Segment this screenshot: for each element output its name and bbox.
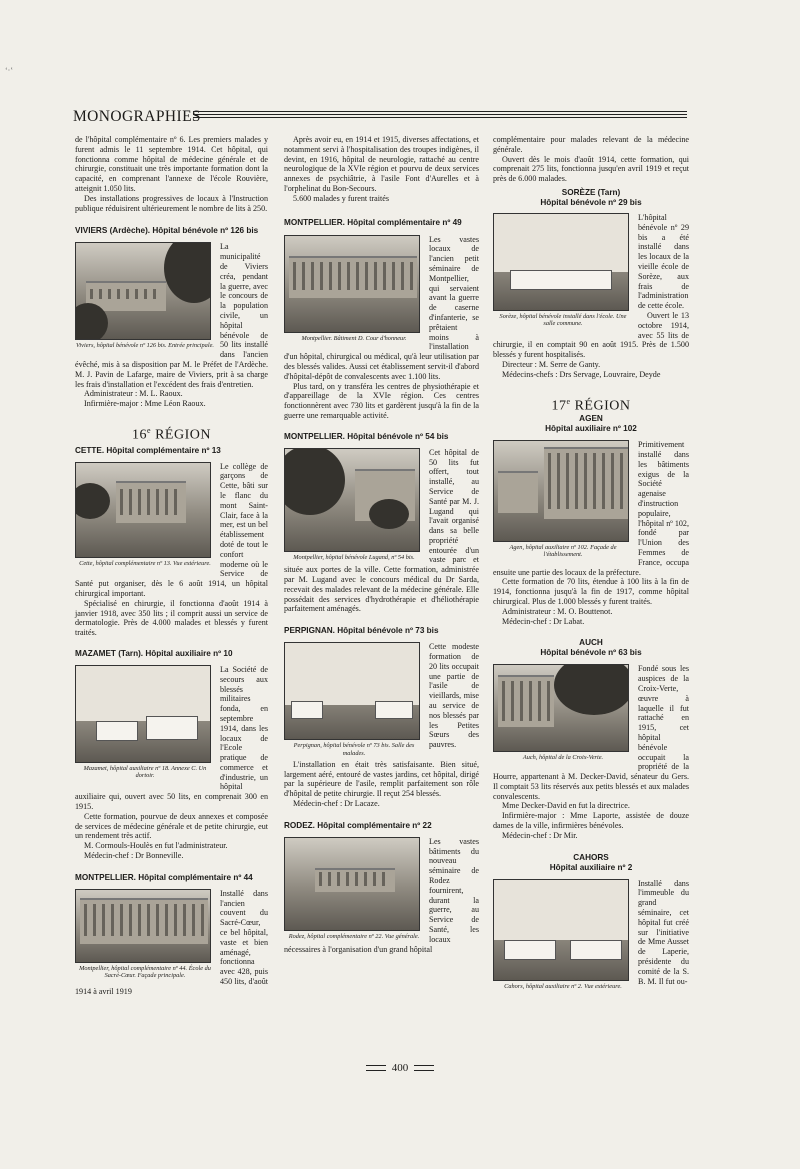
soreze-chief-doctors: Médecins-chefs : Drs Servage, Louvraire, Deyde: [502, 369, 661, 379]
auch-chief-doctor: Médecin-chef : Dr Mir.: [502, 830, 578, 840]
footer-ornament-right: [414, 1065, 434, 1071]
photo-montpellier-54: [284, 448, 420, 552]
text-cahors: Installé dans l'immeuble du grand séminaire, cet hôpital fut créé sur l'initiative de Mme Ausset de Laperie, présidente du comité de la S. B. M. Il fut ou-: [638, 878, 689, 986]
col2-intro-2: 5.600 malades y furent traités: [293, 193, 389, 203]
region-16-heading: 16e RÉGION: [132, 425, 211, 443]
section-montpellier-54: [284, 448, 479, 615]
caption-cahors: Cahors, hôpital auxiliaire nº 2. Vue extérieure.: [504, 982, 622, 990]
figure-mazamet: [75, 665, 215, 780]
corner-mark: ʻ·ʽ: [5, 66, 13, 75]
section-title-auch: AUCH: [579, 638, 603, 648]
figure-soreze: [493, 213, 633, 328]
text-perpignan-2: L'installation en était très satisfaisante. Bien situé, largement aéré, entouré de vastes jardins, cet hôpital, dirigé par la supérieure de l'asile, remplit parfaitement son rôle d'hôpital de petite chirurgie. Il reçut 254 blessés.: [284, 759, 479, 799]
section-subtitle-auch: Hôpital bénévole nº 63 bis: [540, 648, 642, 658]
figure-montpellier-54: [284, 448, 424, 561]
section-title-agen: AGEN: [579, 414, 603, 424]
photo-perpignan: [284, 642, 420, 740]
footer-ornament-left: [366, 1065, 386, 1071]
region-17-heading: 17e RÉGION: [551, 396, 631, 414]
section-subtitle-cahors: Hôpital auxiliaire nº 2: [549, 862, 633, 872]
section-perpignan: [284, 642, 479, 809]
caption-auch: Auch, hôpital de la Croix-Verte.: [522, 754, 604, 762]
caption-montpellier-44: Montpellier, hôpital complémentaire nº 44. École du Sacré-Cœur. Façade principale.: [79, 964, 211, 980]
text-rodez: Les vastes bâtiments du nouveau séminaire de Rodez fournirent, durant la guerre, au Service de Santé, les locaux nécessaires à l'organisation d'un grand hôpital: [284, 836, 479, 954]
caption-soreze: Sorèze, hôpital bénévole installé dans l'école. Une salle commune.: [499, 312, 627, 328]
section-agen: [493, 440, 689, 626]
photo-montpellier-49: [284, 235, 420, 333]
figure-agen: [493, 440, 633, 559]
caption-viviers: Viviers, hôpital bénévole nº 126 bis. Entrée principale.: [76, 342, 214, 350]
figure-rodez: [284, 837, 424, 940]
perpignan-chief-doctor: Médecin-chef : Dr Lacaze.: [293, 799, 380, 809]
figure-perpignan: [284, 642, 424, 757]
agen-administrator: Administrateur : M. O. Bouttenot.: [502, 606, 613, 616]
section-title-cahors: CAHORS: [573, 852, 609, 862]
caption-perpignan: Perpignan, hôpital bénévole nº 73 bis. Salle des malades.: [293, 742, 415, 757]
section-auch: [493, 664, 689, 840]
text-auch-2: Mme Decker-David en fut la directrice.: [502, 801, 630, 811]
text-montpellier-44: Installé dans l'ancien couvent du Sacré-Cœur, ce bel hôpital, vaste et bien aménagé, fonctionna avec 428, puis 450 lits, d'août 1914 à avril 1919: [75, 888, 268, 996]
viviers-administrator: Administrateur : M. L. Raoux.: [84, 389, 183, 399]
soreze-director: Directeur : M. Serre de Ganty.: [502, 359, 601, 369]
text-cette-2: Spécialisé en chirurgie, il fonctionna d'août 1914 à janvier 1918, avec 350 lits ; il comprit aussi un service de dermatologie. Près de 4.000 malades et blessés y furent traités.: [75, 598, 268, 638]
section-montpellier-49: [284, 235, 479, 421]
text-mazamet: La Société de secours aux blessés militaires fonda, en septembre 1914, dans les locaux de l'Ecole pratique de commerce et d'industrie, un hôpital auxiliaire qui, ouvert avec 50 lits, en comprenait 300 en 1915.: [75, 664, 268, 812]
caption-montpellier-49: Montpellier. Bâtiment D. Cour d'honneur.: [301, 334, 407, 342]
col1-intro: de l'hôpital complémentaire nº 6. Les premiers malades y furent admis le 11 septembre 1914. Cet hôpital, qui fonctionna comme hôpital de médecine générale et de chirurgie, constituait une très importante formation dont la capacité, en comprenant l'annexe de l'école Rouvière, atteignit 1.050 lits.: [75, 135, 268, 193]
section-subtitle-soreze: Hôpital bénévole nº 29 bis: [540, 197, 642, 207]
section-title-montpellier-44: MONTPELLIER. Hôpital complémentaire nº 44: [75, 872, 253, 882]
col3-intro: complémentaire pour malades relevant de la médecine générale.: [493, 135, 689, 154]
figure-montpellier-44: [75, 889, 215, 980]
photo-agen: [493, 440, 629, 542]
page-footer: [330, 1061, 470, 1075]
text-viviers: La municipalité de Viviers créa, pendant la guerre, avec le concours de la population civile, un hôpital bénévole de 50 lits installé dans l'ancien évêché, mis à sa disposition par M. le Préfet de l'Ardèche. M. J. Pavin de Lafarge, maire de Viviers, prit à sa charge les frais d'installation et l'excédent des frais d'entretien.: [75, 242, 268, 389]
section-title-montpellier-54: MONTPELLIER. Hôpital bénévole nº 54 bis: [284, 431, 449, 441]
col1-intro-2: Des installations progressives de locaux à l'Instruction publique réduisirent ultérieurement le nombre de lits à 250.: [75, 193, 268, 213]
section-cahors: [493, 878, 689, 990]
photo-cahors: [493, 879, 629, 981]
text-agen: Primitivement installé dans les bâtiments exigus de la Société agenaise d'instruction populaire, l'hôpital nº 102, fondé par l'Union des Femmes de France, occupa ensuite une partie des locaux de la préfecture.: [493, 440, 689, 577]
text-soreze: L'hôpital bénévole nº 29 bis a été installé dans les locaux de la vieille école de Sorèze, aux frais de l'administration de cette école.: [638, 212, 689, 311]
column-2: [284, 135, 479, 954]
header-rule-bottom: [193, 117, 687, 118]
page-number: 400: [391, 1062, 409, 1074]
page-header-title: MONOGRAPHIES: [73, 108, 201, 125]
agen-chief-doctor: Médecin-chef : Dr Labat.: [502, 616, 585, 626]
caption-mazamet: Mazamet, hôpital auxiliaire nº 18. Annexe C. Un dortoir.: [83, 764, 207, 780]
auch-head-nurse: Infirmière-major : Mme Laporte, assistée de douze dames de la ville, infirmières bénévoles.: [493, 811, 689, 831]
section-soreze: [493, 213, 689, 380]
section-montpellier-44: [75, 889, 268, 997]
mazamet-chief-doctor: Médecin-chef : Dr Bonneville.: [84, 851, 184, 861]
caption-rodez: Rodez, hôpital complémentaire nº 22. Vue générale.: [288, 932, 420, 940]
section-title-montpellier-49: MONTPELLIER. Hôpital complémentaire nº 49: [284, 217, 462, 227]
column-1: [75, 135, 268, 997]
photo-cette: [75, 462, 211, 558]
text-perpignan: Cette modeste formation de 20 lits occupait une partie de l'asile de vieillards, mise au service de nos blessés par les Petites Sœurs des pauvres.: [429, 642, 479, 750]
column-3: [493, 135, 689, 993]
section-title-viviers: VIVIERS (Ardèche). Hôpital bénévole nº 126 bis: [75, 226, 259, 236]
section-title-perpignan: PERPIGNAN. Hôpital bénévole nº 73 bis: [284, 626, 439, 636]
caption-cette: Cette, hôpital complémentaire nº 13. Vue extérieure.: [79, 559, 211, 567]
header-rule-top: [193, 111, 687, 112]
figure-viviers: [75, 242, 215, 349]
section-title-rodez: RODEZ. Hôpital complémentaire nº 22: [284, 820, 432, 830]
col2-intro: Après avoir eu, en 1914 et 1915, diverses affectations, et notamment servi à l'hospitalisation des troupes indigènes, il devint, en 1916, hôpital de neurologie, rattaché au centre neurologique de la XVIe région et pourvu de deux services annexes de psychiâtrie, à l'asile Font d'Aurelles et à l'orphelinat du Bon-Secours.: [284, 135, 479, 193]
section-viviers: [75, 242, 268, 409]
text-montpellier-49-2: Plus tard, on y transféra les centres de physiothérapie et d'appareillage de la XVIe région. Ces centres fonctionnèrent avec 730 lits et gardèrent jusqu'à la fin de la guerre une remarquable activité.: [284, 381, 479, 420]
photo-soreze: [493, 213, 629, 311]
figure-cette: [75, 462, 215, 567]
section-subtitle-agen: Hôpital auxiliaire nº 102: [545, 424, 637, 434]
figure-montpellier-49: [284, 235, 424, 342]
section-title-soreze: SORÈZE (Tarn): [561, 187, 621, 197]
photo-auch: [493, 664, 629, 752]
caption-montpellier-54: Montpellier, hôpital bénévole Lugand, nº 54 bis.: [293, 553, 415, 561]
figure-cahors: [493, 879, 633, 990]
text-soreze-2: Ouvert le 13 octobre 1914, avec 55 lits de chirurgie, il en comptait 90 en août 1915. Près de 1.500 blessés y furent hospitalisés.: [493, 310, 689, 360]
figure-auch: [493, 664, 633, 761]
text-cette: Le collège de garçons de Cette, bâti sur le flanc du mont Saint-Clair, face à la mer, est un bel établissement doté de tout le confort moderne où le Service de Santé put organiser, dès le 6 août 1914, un hôpital chirurgical important.: [75, 461, 268, 598]
text-agen-2: Cette formation de 70 lits, étendue à 100 lits à la fin de 1914, fonctionna jusqu'à la fin de 1917, comme hôpital chirurgical. Plus de 1.000 blessés y furent traités.: [493, 577, 689, 606]
section-title-mazamet: MAZAMET (Tarn). Hôpital auxiliaire nº 10: [75, 648, 233, 658]
section-rodez: [284, 837, 479, 955]
col3-intro-2: Ouvert dès le mois d'août 1914, cette formation, qui comprenait 275 lits, fonctionna jusqu'en avril 1919 et reçut près de 6.000 malades.: [493, 154, 689, 184]
photo-montpellier-44: [75, 889, 211, 963]
header-rule-middle: [193, 114, 687, 115]
section-title-cette: CETTE. Hôpital complémentaire nº 13: [75, 445, 221, 455]
viviers-head-nurse: Infirmière-major : Mme Léon Raoux.: [84, 399, 206, 409]
caption-agen: Agen, hôpital auxiliaire nº 102. Façade de l'établissement.: [509, 544, 617, 559]
section-mazamet: [75, 665, 268, 861]
mazamet-administrator: M. Cormouls-Houlès en fut l'administrateur.: [84, 841, 228, 851]
text-montpellier-49: Les vastes locaux de l'ancien petit séminaire de Montpellier, qui servaient avant la guerre de caserne d'infanterie, se prêtaient moins à l'installation d'un hôpital, chirurgical ou médical, qu'à leur utilisation par des blessés valides. Aussi cet établissement servit-il d'abord d'hôpital-dépôt de convalescents avec 1.100 lits.: [284, 234, 479, 381]
text-mazamet-2: Cette formation, pourvue de deux annexes et composée de services de médecine générale et de petite chirurgie, eut un rendement très actif.: [75, 811, 268, 841]
photo-mazamet: [75, 665, 211, 763]
section-cette: [75, 462, 268, 638]
photo-viviers: [75, 242, 211, 340]
photo-rodez: [284, 837, 420, 931]
text-montpellier-54: Cet hôpital de 50 lits fut offert, tout installé, au Service de Santé par M. J. Lugand qui l'avait organisé dans sa belle propriété entourée d'un vaste parc et située aux portes de la ville. Cette formation, administrée par M. Lugand avec le concours médical du Dr Sarda, recevait des malades relevant de la médecine générale. Elle possédait des services d'hydrothérapie et d'héliothérapie parfaitement aménagés.: [284, 447, 479, 614]
text-auch: Fondé sous les auspices de la Croix-Verte, œuvre à laquelle il fut rattaché en 1915, cet hôpital bénévole occupait la propriété de la Hourre, appartenant à M. Decker-David, sénateur du Gers. Il comptait 53 lits réservés aux petits blessés et aux malades convalescents.: [493, 664, 689, 801]
